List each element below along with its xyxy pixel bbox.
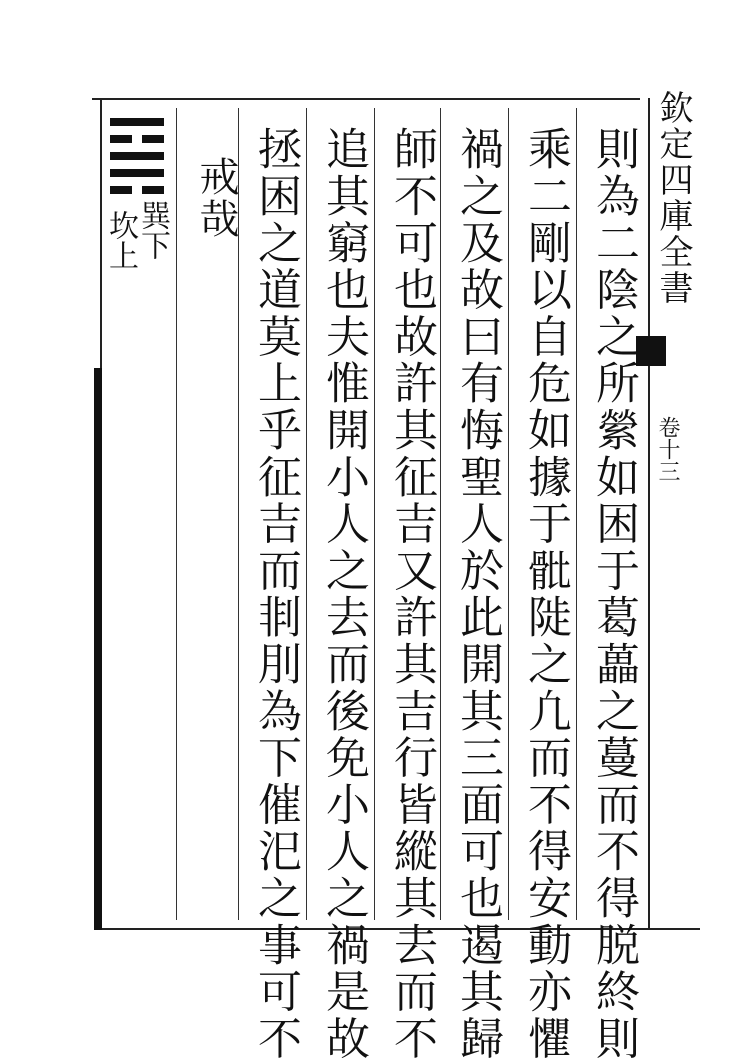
- hexagram-line: [110, 135, 164, 143]
- text-column-5: 追其窮也夫惟開小人之去而後免小人之禍是故: [318, 126, 369, 1062]
- column-divider: [440, 108, 441, 920]
- text-column-1: 則為二陰之所縈如困于葛藟之蔓而不得脱終則: [588, 126, 639, 1062]
- hexagram-line: [110, 152, 164, 160]
- column-divider: [374, 108, 375, 920]
- volume-label: 卷十三: [655, 416, 680, 482]
- hexagram-symbol: [110, 118, 164, 203]
- hexagram-line: [110, 169, 164, 177]
- fish-tail-mark: [636, 336, 666, 366]
- text-column-4: 師不可也故許其征吉又許其吉行皆縱其去而不: [386, 126, 437, 1062]
- binding-edge-bar: [94, 368, 102, 930]
- text-column-2: 乘二剛以自危如據于𩨨𨺗之凢而不得安動亦懼: [520, 126, 571, 1062]
- text-column-3: 禍之及故曰有悔聖人於此開其三面可也遏其歸: [452, 126, 503, 1062]
- hexagram-line: [110, 186, 164, 194]
- column-divider: [508, 108, 509, 920]
- text-column-6: 拯困之道莫上乎征吉而剕刖為下催汜之事可不: [250, 126, 301, 1062]
- column-divider: [576, 108, 577, 920]
- hexagram-lower-label: 坎上: [103, 210, 138, 270]
- closing-text: 戒哉: [193, 156, 239, 240]
- column-divider: [306, 108, 307, 920]
- hexagram-upper-label: 巽下: [135, 200, 170, 260]
- hexagram-line: [110, 118, 164, 126]
- frame-top-border: [92, 98, 640, 100]
- book-title: 欽定四庫全書: [653, 90, 693, 306]
- column-divider: [176, 108, 177, 920]
